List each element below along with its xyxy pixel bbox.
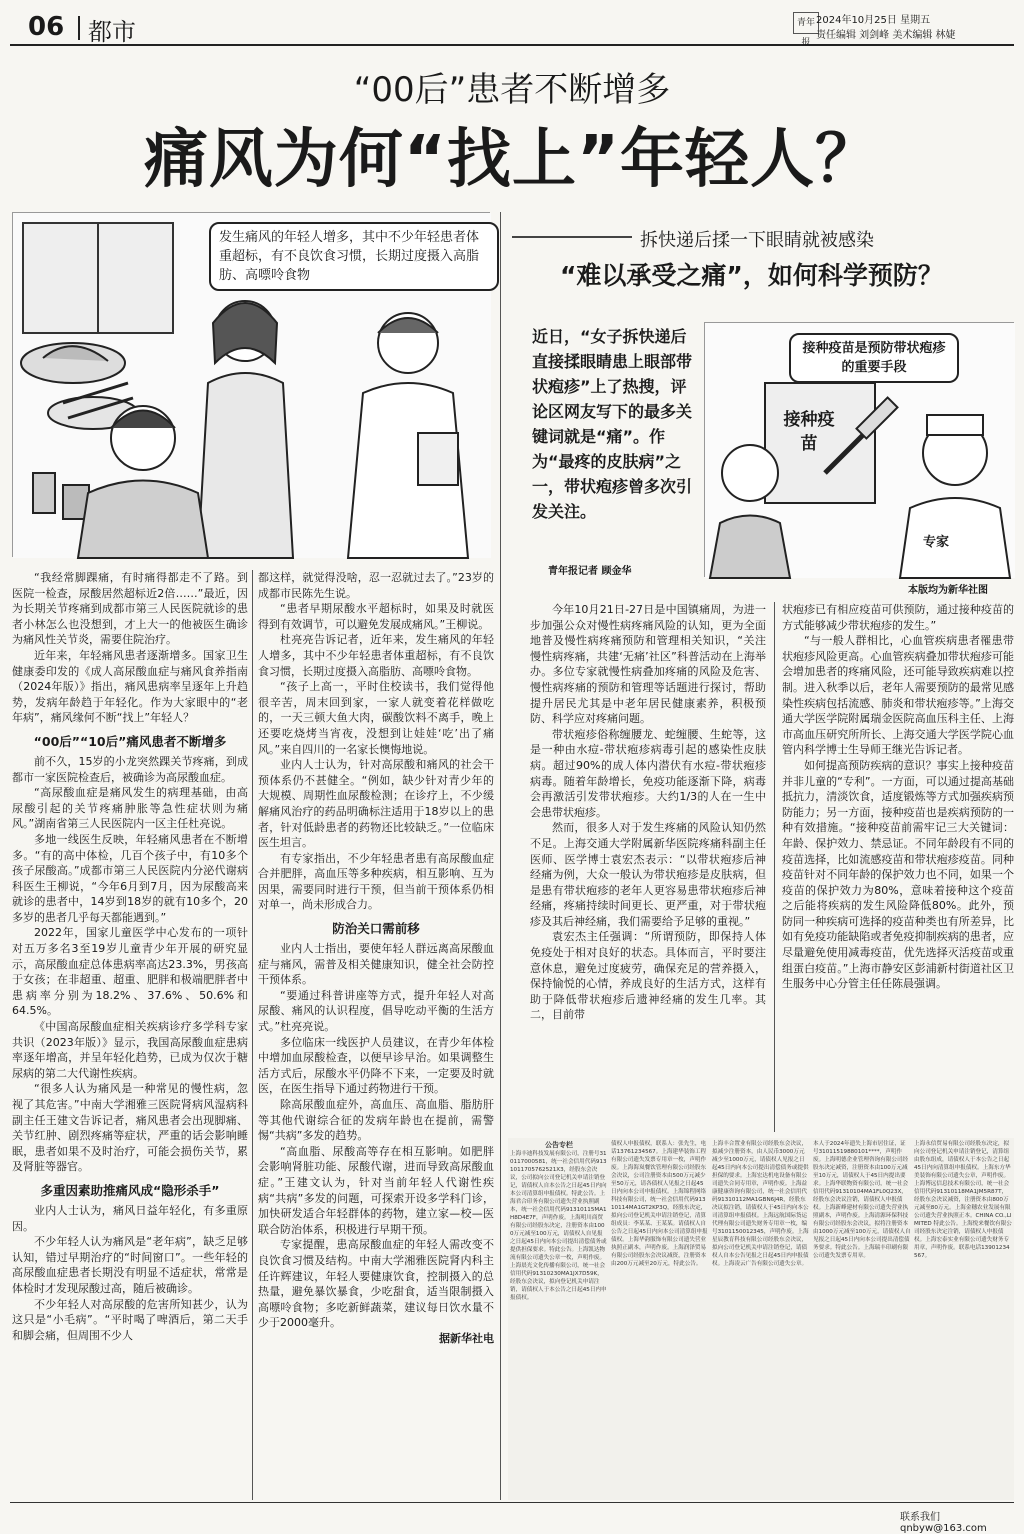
subhead-prevention: 防治关口需前移	[332, 921, 420, 937]
column-rule	[774, 602, 775, 1132]
notice-column	[914, 1140, 1012, 1260]
paragraph: 不少年轻人认为痛风是“老年病”，缺乏足够认知，错过早期治疗的“时间窗口”。一些年轻的高尿酸血症患者长期没有明显不适症状，常常是体检时才发现尿酸过高，随后被确诊。	[12, 1235, 248, 1295]
paragraph: 然而，很多人对于发生疼痛的风险认知仍然不足。上海交通大学附属新华医院疼痛科副主任医师、医学博士袁宏杰表示：“以带状疱疹后神经痛为例，大众一般认为带状疱疹是皮肤病，但是患有带状疱疹的老年人更容易患带状疱疹后神经痛，疼痛持续时间更长、更严重，对于带状疱疹及其后神经痛，我们需要给予足够的重视。”	[530, 821, 766, 928]
notice-text: 上海丰迪科技发展有限公司，注册号310117000581，统一社会信用代码9131011705762521X3，经股东会决议，公司拟向公司登记机关申请注销登记，请债权人自本公告之日起45日内向本公司清算组申报债权。特此公告。上海君合印务有限公司遗失营业执照副本，统一社会信用代码91310115MA1H8D4E7F，声明作废。上海明川商贸有限公司经股东决定，注册资本由1000万元减至100万元，请债权人自见报之日起45日内向本公司提出清偿债务或提供担保要求。特此公告。上海凯达物流有限公司遗失公章一枚，声明作废。上海晨光文化传播有限公司，统一社会信用代码91310230MA1JX7D59K，经股东会决议，拟向登记机关申请注销，请债权人于本公告之日起45日内申报债权。	[510, 1151, 607, 1301]
public-notice-block	[508, 1138, 1014, 1500]
paragraph: 业内人士指出，要使年轻人群远离高尿酸血症与痛风，需普及相关健康知识，健全社会防控干预体系。	[258, 942, 494, 987]
section-divider	[512, 236, 632, 238]
paragraph: 多位临床一线医护人员建议，在青少年体检中增加血尿酸检查，以便早诊早治。如果调整生活方式后，尿酸水平仍降不下来，一定要及时就医，在医生指导下通过药物进行干预。	[258, 1035, 494, 1096]
paragraph: 杜亮亮告诉记者，近年来，发生痛风的年轻人增多，其中不少年轻患者体重超标，有不良饮食习惯，长期过度摄入高脂肪、高嘌呤食物。	[258, 633, 494, 678]
editors: 责任编辑 刘剑峰 美术编辑 林婕	[816, 30, 956, 41]
article-column-2	[258, 570, 494, 1347]
paragraph: 不少年轻人对高尿酸的危害所知甚少，认为这只是“小毛病”。“平时喝了啤酒后，第二天手和脚会痛，但周围不少人	[12, 1297, 248, 1342]
paragraph: 有专家指出，不少年轻患者患有高尿酸血症合并肥胖，高血压等多种疾病，相互影响、互为因果，需要同时进行干预，但当前干预体系仍相对单一，尚未形成合力。	[258, 851, 494, 912]
notice-title: 公告专栏	[545, 1141, 573, 1149]
subhead-multi-factors: 多重因素助推痛风成“隐形杀手”	[40, 1182, 220, 1198]
article-column-4	[782, 602, 1014, 992]
paragraph: “高血脂、尿酸高等存在相互影响。如肥胖会影响肾脏功能、尿酸代谢，进而导致高尿酸血症。”王建文认为，针对当前年轻人代谢性疾病“共病”多发的问题，可探索开设多学科门诊，加快研发适合年轻群体的药物，建立家—校—医联合防治体系，积极进行早期干预。	[258, 1144, 494, 1236]
side-byline: 青年报记者 顾金华	[548, 566, 632, 577]
paragraph: 除高尿酸血症外，高血压、高血脂、脂肪肝等其他代谢综合征的发病年龄也在提前，需警惕“共病”多发的趋势。	[258, 1098, 494, 1143]
paragraph: 多地一线医生反映，年轻痛风患者在不断增多。“有的高中体检，几百个孩子中，有10多个孩子尿酸高。”成都市第三人民医院内分泌代谢病科医生王柳说，“今年6月到7月，因为尿酸高来就诊的患者中，14岁到18岁的就有10多个，20多岁的患者几乎每天都能遇到。”	[12, 832, 248, 924]
side-title: “难以承受之痛”，如何科学预防？	[560, 261, 943, 290]
subhead-00hou: “00后”“10后”痛风患者不断增多	[33, 733, 227, 749]
photo-credit: 本版均为新华社图	[908, 585, 988, 596]
side-kicker: 拆快递后揉一下眼睛就被感染	[640, 230, 874, 251]
notice-column	[813, 1140, 911, 1260]
footer-contact: 联系我们 qnbyw@163.com	[900, 1512, 987, 1534]
paragraph: 袁宏杰主任强调：“所谓预防，即保持人体免疫处于相对良好的状态。具体而言，平时要注意休息，避免过度疲劳，确保充足的营养摄入，保持愉悦的心情，养成良好的生活方式，这样有助于降低带状疱疹后遗神经痛的发生几率。其二，目前带	[530, 930, 766, 1022]
main-kicker: “00后”患者不断增多	[353, 70, 671, 110]
cartoon-speech-bubble: 发生痛风的年轻人增多，其中不少年轻患者体重超标，有不良饮食习惯，长期过度摄入高脂肪、高嘌呤食物	[209, 222, 499, 291]
page-number: 06	[28, 12, 65, 42]
paragraph: “要通过科普讲座等方式，提升年轻人对高尿酸、痛风的认识程度，倡导吃动平衡的生活方式。”杜亮亮说。	[258, 988, 494, 1034]
paragraph: “与一般人群相比，心血管疾病患者罹患带状疱疹风险更高。心血管疾病叠加带状疱疹可能会增加患者的疼痛风险，还可能导致疾病难以控制。进入秋季以后，老年人需要预防的最常见感染性疾病包括流感、肺炎和带状疱疹等。”上海交通大学医学院附属瑞金医院高血压科主任、上海市高血压研究所所长、上海交通大学医学院心血管内科学博士生导师王继光告诉记者。	[782, 634, 1014, 757]
paragraph: 《中国高尿酸血症相关疾病诊疗多学科专家共识（2023年版）》显示，我国高尿酸血症患病率逐年增高，并呈年轻化趋势，已成为仅次于糖尿病的第二大代谢性疾病。	[12, 1020, 248, 1080]
paragraph: “我经常脚踝痛，有时痛得都走不了路。到医院一检查，尿酸居然超标近2倍……”最近，因为长期关节疼痛到成都市第三人民医院就诊的患者小林怎么也没想到，才上大一的他被医生确诊为痛风性关节炎，需要住院治疗。	[12, 571, 248, 647]
notice-text: 上海丰合置业有限公司经股东会决议，拟减少注册资本，由人民币3000万元减少至1000万元，请债权人见报之日起45日内向本公司提出清偿债务或提供担保的要求。上海宏达机电设备有限公司遗失合同专用章，声明作废。上海益康健康咨询有限公司，统一社会信用代码91310112MA1GBN6J4R，经股东决议拟注销，请债权人于45日内向本公司清算组申报债权。上海远航国际货运代理有限公司遗失财务专用章一枚，编号3101150012345，声明作废。上海星辰教育科技有限公司经股东会决议，拟向公司登记机关申请注销登记，请债权人自本公告见报之日起45日内申报债权。上海凌云广告有限公司遗失公章。	[712, 1141, 809, 1267]
vaccine-cartoon	[704, 322, 1014, 577]
paragraph: “患者早期尿酸水平超标时，如果及时就医得到有效调节，可以避免发展成痛风。”王柳说。	[258, 602, 494, 631]
paragraph: 今年10月21日-27日是中国镇痛周，为进一步加强公众对慢性病疼痛风险的认知，更为全面地普及慢性病疼痛预防和管理相关知识，“关注慢性病疼痛，共建‘无痛’社区”科普活动在上海举办。多位专家就慢性病叠加疼痛的风险及危害、慢性病疼痛的预防和管理等话题进行探讨，帮助提升居民尤其是中老年居民健康素养，积极预防、科学应对疼痛问题。	[530, 603, 766, 726]
expert-label: 专家	[923, 535, 950, 550]
main-headline: 痛风为何“找上”年轻人？	[143, 123, 881, 197]
article-column-1	[12, 570, 248, 1343]
notice-column	[510, 1140, 608, 1302]
vaccine-speech-bubble: 接种疫苗是预防带状疱疹的重要手段	[789, 333, 959, 383]
vaccine-board-label: 接种疫苗	[783, 410, 835, 454]
notice-text: 本人于2024年遗失上海市居住证，证号31011519880101****，声明作废。上海明德企业管理咨询有限公司经股东决定减资，注册资本由100万元减至10万元，请债权人于45日内提出要求。上海华联物资有限公司，统一社会信用代码91310104MA1FL0Q23X，经股东会决议注销，请债权人申报债权。上海新峰建材有限公司遗失营业执照副本，声明作废。上海清源环保科技有限公司经股东会决议，拟将注册资本由1000万元减至100万元，请债权人自见报之日起45日内向本公司提出清偿债务要求。特此公告。上海瑞丰印刷有限公司遗失发票专用章。	[813, 1141, 911, 1259]
section-name: 都市	[88, 18, 136, 46]
paragraph: 都这样，就觉得没啥，忍一忍就过去了。”23岁的成都市民陈先生说。	[258, 571, 494, 600]
side-lead: 近日，“女子拆快递后直接揉眼睛患上眼部带状疱疹”上了热搜，评论区网友写下的最多关键词就是“痛”。作为“最疼的皮肤病”之一，带状疱疹曾多次引发关注。	[532, 327, 693, 521]
notice-column	[611, 1140, 709, 1268]
paragraph: 前不久，15岁的小龙突然踝关节疼痛，到成都市一家医院检查后，被确诊为高尿酸血症。	[12, 754, 248, 784]
paragraph: 状疱疹已有相应疫苗可供预防，通过接种疫苗的方式能够减少带状疱疹的发生。”	[782, 603, 1014, 632]
issue-date: 2024年10月25日 星期五	[816, 15, 931, 26]
paragraph: 业内人士认为，针对高尿酸和痛风的社会干预体系仍不甚健全。“例如，缺少针对青少年的大规模、周期性血尿酸检测；在诊疗上，不少缓解痛风治疗的药品明确标注适用于18岁以上的患者，针对低龄患者的药物还比较缺乏。”一位临床医生坦言。	[258, 758, 494, 850]
paragraph: “很多人认为痛风是一种常见的慢性病，忽视了其危害。”中南大学湘雅三医院肾病风湿病科副主任王建文告诉记者，痛风患者会出现脚痛、关节红肿、剧烈疼痛等症状，严重的话会影响睡眠，患者如果不及时治疗，可能会损伤关节，累及肾脏等器官。	[12, 1082, 248, 1174]
article-source: 据新华社电	[439, 1331, 494, 1345]
paragraph: 带状疱疹俗称缠腰龙、蛇缠腰、生蛇等，这是一种由水痘-带状疱疹病毒引起的感染性皮肤病。超过90%的成人体内潜伏有水痘-带状疱疹病毒。随着年龄增长，免疫功能逐渐下降，病毒会再激活引发带状疱疹。大约1/3的人在一生中会患带状疱疹。	[530, 727, 766, 819]
gout-cartoon	[12, 212, 490, 557]
paragraph: 近年来，年轻痛风患者逐渐增多。国家卫生健康委印发的《成人高尿酸血症与痛风食养指南（2024年版）》指出，痛风患病率呈逐年上升趋势，发病年龄趋于年轻化。作为大家眼中的“老年病”，痛风缘何不断“找上”年轻人？	[12, 648, 248, 725]
newspaper-logo: 青年报	[793, 12, 819, 34]
notice-text: 上海永信贸易有限公司经股东决定，拟向公司登记机关申请注销登记，清算组由股东组成，请债权人于本公告之日起45日内向清算组申报债权。上海东方华美装饰有限公司遗失公章，声明作废。上海博远信息技术有限公司，统一社会信用代码91310118MA1JM5R87T，经股东会决议减资，注册资本由800万元减至80万元。上海金穗农业发展有限公司遗失营业执照正本。CHINA CO.,LIMITED 特此公告。上海悦来餐饮有限公司经股东决定注销，请债权人申报债权。上海宏泰实业有限公司遗失财务专用章，声明作废。联系电话13901234567。	[914, 1141, 1012, 1259]
paragraph: 2022年，国家儿童医学中心发布的一项针对五万多名3至19岁儿童青少年开展的研究显示，高尿酸血症总体患病率高达23.3%，男孩高于女孩；在非超重、超重、肥胖和极端肥胖者中患病率分别为18.2%、37.6%、50.6%和64.5%。	[12, 926, 248, 1018]
paragraph: 专家提醒，患高尿酸血症的年轻人需改变不良饮食习惯及结构。中南大学湘雅医院肾内科主任许辉建议，年轻人要健康饮食，控制摄入的总热量，避免暴饮暴食，少吃甜食，适当限制摄入高嘌呤食物；多吃新鲜蔬菜，建议每日饮水量不少于2000毫升。	[258, 1238, 494, 1330]
masthead-divider	[78, 16, 80, 40]
paragraph: 如何提高预防疾病的意识？事实上接种疫苗并非儿童的“专利”。一方面，可以通过提高基础抵抗力，清淡饮食，适度锻炼等方式加强疾病预防能力；另一方面，接种疫苗也是疾病预防的一种有效措施。“接种疫苗前需牢记三大关键词：年龄、保护效力、禁忌证。不同年龄段有不同的疫苗选择，比如流感疫苗和带状疱疹疫苗。同种疫苗针对不同年龄的保护效力也不同，如果一个疫苗的保护效力为80%，意味着接种这个疫苗之后能将疾病的发生风险降低80%。此外，预防同一种疾病可选择的疫苗种类也有所差异，比如有免疫功能缺陷或者免疫抑制疾病的患者，应尽量避免使用减毒疫苗，优先选择灭活疫苗或重组蛋白疫苗。”上海市静安区彭浦新村街道社区卫生服务中心分管主任任陈晨强调。	[782, 758, 1014, 991]
masthead	[10, 10, 1014, 46]
paragraph: “高尿酸血症是痛风发生的病理基础，由高尿酸引起的关节疼痛肿胀等急性症状则为痛风。”湖南省第三人民医院内一区主任杜亮说。	[12, 786, 248, 831]
notice-column	[712, 1140, 810, 1268]
notice-text: 债权人申报债权，联系人：张先生，电话13761234567。上海建华装饰工程有限公司遗失发票专用章一枚，声明作废。上海海岚餐饮管理有限公司经股东会决议，公司注册资本由500万元减少至50万元，请各债权人见报之日起45日内向本公司申报债权。上海锦程网络科技有限公司，统一社会信用代码91310114MA1GT2KP3Q，经股东决定，拟向公司登记机关申请注销登记，清算组成员：李某某、王某某。请债权人自公告之日起45日内向本公司清算组申报债权。上海华韵服饰有限公司遗失营业执照正副本，声明作废。上海润泽贸易有限公司经股东会决议减资，注册资本由200万元减至20万元，特此公告。	[611, 1141, 708, 1267]
footer-rule	[10, 1502, 1014, 1503]
column-rule	[252, 570, 253, 1500]
article-column-3	[530, 602, 766, 1023]
paragraph: 业内人士认为，痛风日益年轻化，有多重原因。	[12, 1203, 248, 1233]
paragraph: “孩子上高一，平时住校读书，我们觉得他很辛苦，周末回到家，一家人就变着花样做吃的，一天三顿大鱼大肉，碳酸饮料不离手，晚上还要吃烧烤当宵夜，没想到让娃娃‘吃’出了痛风。”来自四川的一名家长懊悔地说。	[258, 680, 494, 756]
column-rule	[500, 212, 501, 1500]
